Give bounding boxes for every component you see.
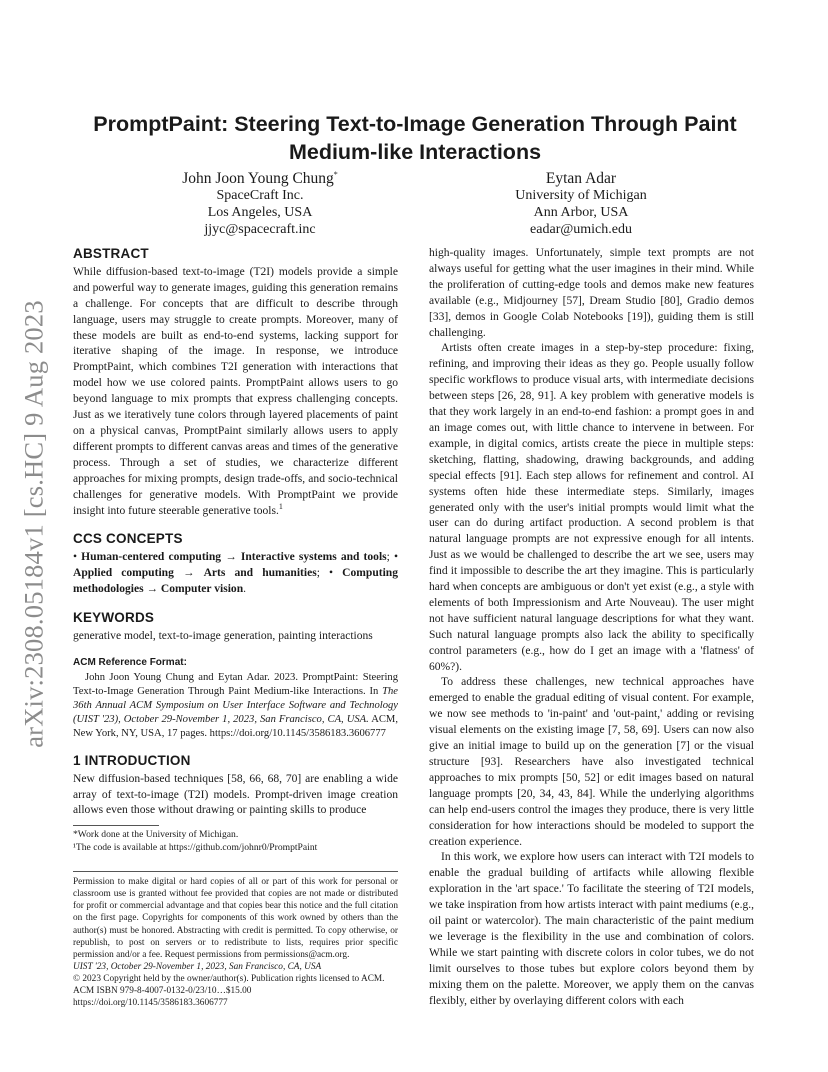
left-column (73, 246, 398, 1009)
footnote-2[interactable]: ¹The code is available at https://github.com/johnr0/PromptPaint (73, 841, 318, 853)
permission-venue: UIST '23, October 29-November 1, 2023, San Francisco, CA, USA (73, 961, 322, 972)
permission-isbn: ACM ISBN 979-8-4007-0132-0/23/10…$15.00 (73, 986, 252, 997)
author-name: Eytan Adar (545, 170, 617, 187)
author-email[interactable]: eadar@umich.edu (530, 222, 632, 237)
author-block-1 (130, 170, 390, 238)
arxiv-identifier: arXiv:2308.05184v1 [cs.HC] 9 Aug 2023 (18, 300, 49, 748)
title-line-2: Medium-like Interactions (288, 140, 542, 164)
keywords-heading: KEYWORDS (73, 610, 155, 626)
permission-text: Permission to make digital or hard copies of all or part of this work for personal or classroom use is granted without fee provided that copies are not made or distributed for profit or commercial advantage and that copies bear this notice and the full citation on the first page. Copyrights for components of this work owned by others than the author(s) must be honored. Abstracting with credit is permitted. To copy otherwise, or republish, to post on servers or to redistribute to lists, requires prior specific permission and/or a fee. Request permissions from permissions@acm.org. (73, 877, 398, 960)
permission-block (73, 871, 398, 1009)
acm-reference-text: John Joon Young Chung and Eytan Adar. 2023. PromptPaint: Steering Text-to-Image Generation Through Paint Medium-like Interactions. In The 36th Annual ACM Symposium on User Interface Software and Technology (UIST '23), October 29-November 1, 2023, San Francisco, CA, USA. ACM, New York, NY, USA, 17 pages. https://doi.org/10.1145/3586183.3606777 (73, 671, 398, 739)
body-paragraph: high-quality images. Unfortunately, simple text prompts are not always useful for getting what the user imagines in their mind. While the proliferation of cutting-edge tools and demos make new features available (e.g., Midjourney [57], Dream Studio [80], Gradio demos [33], demos in Google Colab Notebooks [19]), guiding them is still challenging. (429, 247, 754, 339)
title-line-1: PromptPaint: Steering Text-to-Image Generation Through Paint (93, 112, 737, 136)
author-email[interactable]: jjyc@spacecraft.inc (204, 222, 316, 237)
author-affiliation: University of Michigan (515, 188, 647, 203)
author-name: John Joon Young Chung* (182, 169, 338, 187)
abstract-body: While diffusion-based text-to-image (T2I) models provide a simple and powerful way to generate images, guiding this generation remains a challenge. For concepts that are difficult to describe through language, users may struggle to create prompts. Moreover, many of these models are built as end-to-end systems, lacking support for iterative shaping of the image. In response, we introduce PromptPaint, which combines T2I generation with interactions that model how we use colored paints. PromptPaint allows users to go beyond language to mix prompts that express challenging concepts. Just as we iteratively tune colors through layered placements of paint on a physical canvas, PromptPaint similarly allows users to apply different prompts to different canvas areas and times of the generative process. Through a set of studies, we characterize different approaches for mixing prompts, design trade-offs, and socio-technical challenges for generative models. With PromptPaint we provide insight into future steerable generative tools.$^1$ (73, 265, 398, 517)
author-location: Los Angeles, USA (207, 205, 313, 220)
permission-copyright: © 2023 Copyright held by the owner/author(s). Publication rights licensed to ACM. (73, 973, 385, 984)
acm-reference-heading: ACM Reference Format: (73, 656, 187, 668)
author-affiliation: SpaceCraft Inc. (216, 188, 304, 203)
footnote-rule (73, 825, 159, 826)
ccs-concepts: • Human-centered computing → Interactive systems and tools; • Applied computing → Arts and humanities; • Computing methodologies → Computer vision. (73, 551, 399, 596)
permission-doi[interactable]: https://doi.org/10.1145/3586183.3606777 (73, 998, 228, 1009)
footnote-1: *Work done at the University of Michigan. (73, 829, 239, 841)
keywords-text: generative model, text-to-image generation, painting interactions (73, 629, 373, 642)
right-column (429, 246, 754, 1010)
body-paragraph: Artists often create images in a step-by-step procedure: fixing, refining, and improving their ideas as they go. People usually follow specific workflows to produce visual arts, with intermediate decisions between steps [26, 28, 91]. A key problem with generative models is that they work largely in an end-to-end fashion: a prompt goes in and an image comes out, with little chance to intervene in between. For example, in digital comics, artists create the piece in multiple steps: sketching, flatting, shadowing, drawing backgrounds, and adding special effects [91]. Each step allows for refinement and control. AI systems often hide these intermediate steps. Similarly, images generated only with the user's initial prompts would limit what the user can do during artifact production. A second problem is that natural language prompts are not expressive enough for all intents. Just as we would be challenged to describe the art we see, users may find it impossible to describe the art they imagine. This is particularly hard when concepts are ambiguous or don't yet exist (e.g., a style with elements of both Impressionism and Arte Nouveau). The user might not have sufficient natural language descriptions for what they want. Such natural language prompts also lack the ability to specifically control parameters (e.g., how do I get an image with a 'flatness' of 60%?). (429, 342, 754, 673)
introduction-paragraph: New diffusion-based techniques [58, 66, 68, 70] are enabling a wide array of text-to-image (T2I) models. Prompt-driven image creation allows even those without drawing or painting skills to produce (73, 772, 398, 817)
body-paragraph: To address these challenges, new technical approaches have emerged to enable the gradual editing of visual content. For example, we now see methods to 'in-paint' and 'out-paint,' adding or revising visual elements on the existing image [7, 58, 69]. Users can now also give an initial image to build up on the generation [7] or the visual structure [93]. Researchers have also investigated technical approaches to mix prompts [50, 52] or edit images based on natural language prompts [20, 34, 43, 84]. While the underlying algorithms can help end-users control the images they produce, there is very little consideration for how interactions should be modeled to support the creation experience. (429, 676, 754, 848)
author-block-2 (451, 170, 711, 238)
ccs-heading: CCS CONCEPTS (73, 531, 183, 547)
introduction-heading: 1 INTRODUCTION (73, 752, 191, 768)
paper-title (70, 110, 760, 166)
author-location: Ann Arbor, USA (533, 205, 629, 220)
body-paragraph: In this work, we explore how users can interact with T2I models to enable the gradual building of artifacts while allowing flexible exploration in the 'art space.' To facilitate the steering of T2I models, we take inspiration from how artists interact with paint mediums (e.g., oil paint or watercolor). The main characteristic of the paint medium we leverage is the flexibility in the use and combination of colors. While we start painting with discrete colors in color tubes, we do not limit ourselves to those tubes but explore colors beyond them by mixing them on the palette. Moreover, we apply them on the canvas flexibly, either by overlaying different colors with each (429, 851, 754, 1007)
abstract-heading: ABSTRACT (73, 246, 149, 261)
